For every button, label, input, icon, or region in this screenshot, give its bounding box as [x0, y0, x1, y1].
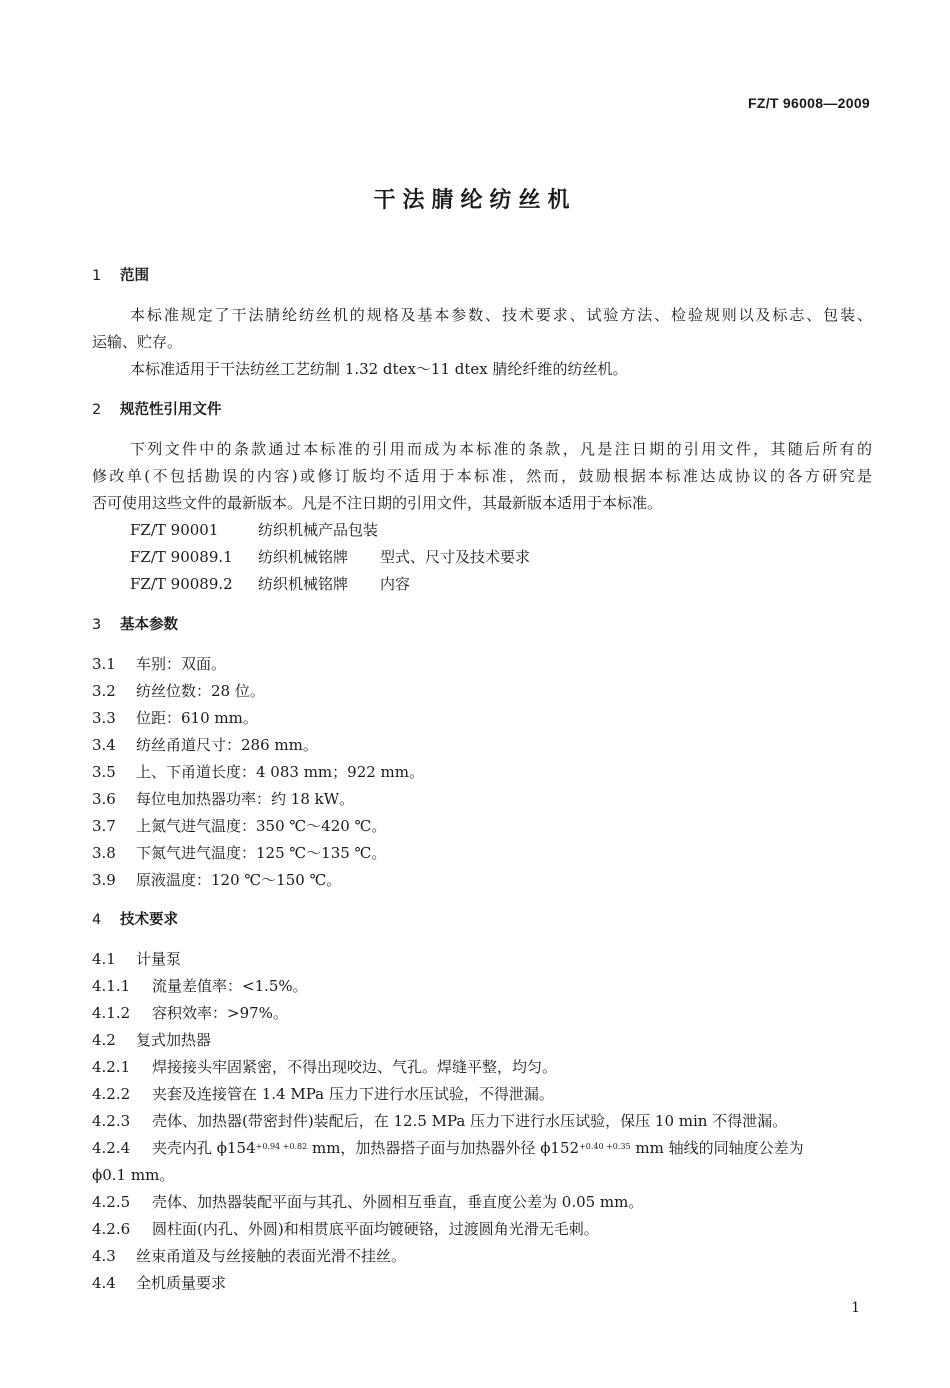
clause-number: 4.1.2	[92, 1004, 131, 1022]
reference-name: 纺织机械铭牌	[258, 548, 349, 566]
clause-item	[92, 1084, 554, 1104]
clause-text: 夹套及连接管在 1.4 MPa 压力下进行水压试验，不得泄漏。	[152, 1085, 554, 1103]
clause-text: 每位电加热器功率：约 18 kW。	[136, 790, 355, 808]
clause-text: 计量泵	[136, 950, 182, 968]
clause-number: 4.1.1	[92, 977, 131, 995]
section-number: 4	[92, 912, 102, 928]
clause-number: 4.2.1	[92, 1058, 131, 1076]
paragraph-line: ϕ0.1 mm。	[92, 1166, 175, 1184]
clause-item	[92, 1192, 643, 1212]
paragraph-line: 否可使用这些文件的最新版本。凡是不注日期的引用文件，其最新版本适用于本标准。	[92, 494, 663, 512]
reference-item	[130, 547, 530, 567]
tolerance: +0.94 +0.82	[255, 1142, 308, 1151]
section-1-heading	[92, 266, 149, 286]
clause-number: 4.3	[92, 1247, 116, 1265]
reference-item	[130, 574, 410, 594]
clause-text: 纺丝位数：28 位。	[136, 682, 265, 700]
clause-text: 原液温度：120 ℃～150 ℃。	[136, 871, 342, 889]
clause-item	[92, 1246, 406, 1266]
clause-item	[92, 843, 386, 863]
section-4-heading	[92, 910, 178, 930]
paragraph-line: 本标准适用于干法纺丝工艺纺制 1.32 dtex～11 dtex 腈纶纤维的纺丝机。	[130, 360, 628, 378]
clause-number: 4.2	[92, 1031, 116, 1049]
reference-code: FZ/T 90001	[130, 521, 219, 539]
clause-text: 壳体、加热器装配平面与其孔、外圆相互垂直，垂直度公差为 0.05 mm。	[152, 1193, 644, 1211]
clause-number: 4.2.2	[92, 1085, 131, 1103]
paragraph-line: 运输、贮存。	[92, 333, 183, 351]
reference-name: 纺织机械铭牌	[258, 575, 349, 593]
clause-item	[92, 870, 341, 890]
reference-code: FZ/T 90089.1	[130, 548, 233, 566]
clause-number: 4.2.4	[92, 1139, 131, 1157]
section-number: 3	[92, 617, 102, 633]
clause-number: 3.5	[92, 763, 116, 781]
clause-item	[92, 1003, 288, 1023]
clause-number: 3.8	[92, 844, 116, 862]
clause-text: 车别：双面。	[136, 655, 227, 673]
section-number: 2	[92, 402, 102, 418]
clause-text: 纺丝甬道尺寸：286 mm。	[136, 736, 318, 754]
clause-item	[92, 1111, 787, 1131]
clause-number: 4.4	[92, 1274, 116, 1292]
clause-text: 壳体、加热器(带密封件)装配后，在 12.5 MPa 压力下进行水压试验，保压 10 min 不得泄漏。	[152, 1112, 788, 1130]
reference-name: 纺织机械产品包装	[258, 521, 379, 539]
clause-number: 3.9	[92, 871, 116, 889]
clause-item	[92, 816, 386, 836]
clause-text: 上、下甬道长度：4 083 mm；922 mm。	[136, 763, 425, 781]
clause-text: 丝束甬道及与丝接触的表面光滑不挂丝。	[136, 1247, 407, 1265]
clause-number: 4.2.5	[92, 1193, 131, 1211]
standard-code: FZ/T 96008—2009	[747, 95, 870, 111]
section-2-heading	[92, 400, 222, 420]
clause-number: 4.2.3	[92, 1112, 131, 1130]
clause-text: mm 轴线的同轴度公差为	[630, 1139, 804, 1157]
paragraph-line: 本标准规定了干法腈纶纺丝机的规格及基本参数、技术要求、试验方法、检验规则以及标志、包装、	[130, 306, 872, 324]
clause-number: 3.3	[92, 709, 116, 727]
clause-item	[92, 735, 318, 755]
clause-item	[92, 789, 354, 809]
clause-item	[92, 762, 424, 782]
clause-number: 4.2.6	[92, 1220, 131, 1238]
tolerance: +0.40 +0.35	[579, 1142, 631, 1151]
clause-item	[92, 976, 308, 996]
clause-item	[92, 949, 181, 969]
clause-text: 位距：610 mm。	[136, 709, 258, 727]
document-title: 干法腈纶纺丝机	[373, 188, 577, 213]
clause-number: 3.4	[92, 736, 116, 754]
clause-item	[92, 1273, 226, 1293]
clause-item	[92, 1138, 872, 1158]
clause-item	[92, 1057, 557, 1077]
clause-text: 圆柱面(内孔、外圆)和相贯底平面均镀硬铬，过渡圆角光滑无毛刺。	[152, 1220, 599, 1238]
clause-item	[92, 654, 226, 674]
clause-number: 3.1	[92, 655, 116, 673]
clause-number: 3.7	[92, 817, 116, 835]
clause-text: mm，加热器搭子面与加热器外径 ϕ152	[307, 1139, 580, 1157]
clause-text: 夹壳内孔 ϕ154	[152, 1139, 256, 1157]
reference-subtitle: 内容	[380, 575, 411, 593]
clause-item	[92, 708, 258, 728]
page-number: 1	[851, 1300, 860, 1316]
clause-number: 3.6	[92, 790, 116, 808]
clause-item	[92, 1219, 599, 1239]
reference-code: FZ/T 90089.2	[130, 575, 233, 593]
clause-text: 上氮气进气温度：350 ℃～420 ℃。	[136, 817, 387, 835]
clause-text: 复式加热器	[136, 1031, 212, 1049]
paragraph-line: 下列文件中的条款通过本标准的引用而成为本标准的条款，凡是注日期的引用文件，其随后所有的	[130, 440, 872, 458]
paragraph-line: 修改单(不包括勘误的内容)或修订版均不适用于本标准，然而，鼓励根据本标准达成协议的各方研究是	[92, 467, 872, 485]
clause-number: 4.1	[92, 950, 116, 968]
section-title: 规范性引用文件	[120, 402, 222, 418]
section-title: 技术要求	[120, 912, 178, 928]
clause-number: 3.2	[92, 682, 116, 700]
section-3-heading	[92, 615, 178, 635]
section-number: 1	[92, 268, 102, 284]
clause-text: 流量差值率：<1.5%。	[152, 977, 308, 995]
section-title: 范围	[120, 268, 149, 284]
reference-item	[130, 520, 378, 540]
clause-text: 全机质量要求	[136, 1274, 227, 1292]
clause-item	[92, 1030, 211, 1050]
clause-text: 下氮气进气温度：125 ℃～135 ℃。	[136, 844, 387, 862]
reference-subtitle: 型式、尺寸及技术要求	[380, 548, 531, 566]
section-title: 基本参数	[120, 617, 178, 633]
clause-item	[92, 681, 265, 701]
clause-text: 容积效率：>97%。	[152, 1004, 288, 1022]
clause-text: 焊接接头牢固紧密，不得出现咬边、气孔。焊缝平整，均匀。	[152, 1058, 558, 1076]
